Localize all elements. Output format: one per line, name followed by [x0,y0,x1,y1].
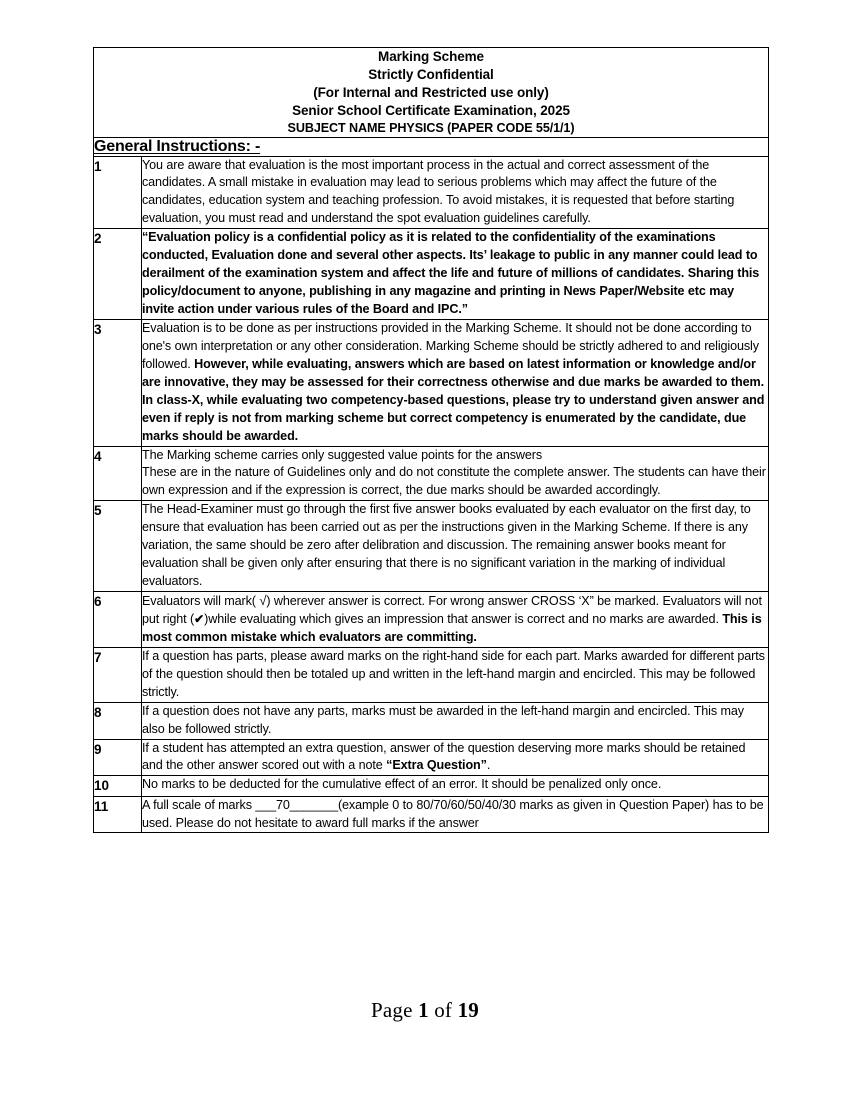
instruction-text-regular: If a student has attempted an extra question, answer of the question deserving more marks should be retained and the other answer scored out with a note [142,740,746,773]
instruction-number: 8 [94,702,142,739]
instruction-text: The Head-Examiner must go through the first five answer books evaluated by each evaluator on the first day, to ensure that evaluation has been carried out as per the instructions given in the Marking Scheme. If there is any variation, the same should be zero after delibration and discussion. The remaining answer books meant for evaluation shall be given only after ensuring that there is no significant variation in the marking of individual evaluators. [142,501,769,592]
instruction-text-bold: However, while evaluating, answers which are based on latest information or knowledge and/or are innovative, they may be assessed for their correctness otherwise and due marks be awarded to them. In class-X, while evaluating two competency-based questions, please try to understand given answer and even if reply is not from marking scheme but correct competency is enumerated by the candidate, due marks should be awarded. [142,356,765,443]
header-line-examination: Senior School Certificate Examination, 2025 [292,102,570,118]
instruction-number: 1 [94,156,142,229]
instruction-row-6 [94,592,769,648]
page-footer [0,998,850,1023]
instruction-text: If a question has parts, please award marks on the right-hand side for each part. Marks awarded for different parts of the question should then be totaled up and written in the left-hand margin and encircled. This may be followed strictly. [142,647,769,702]
instruction-text: A full scale of marks ___70_______(example 0 to 80/70/60/50/40/30 marks as given in Question Paper) has to be used. Please do not hesitate to award full marks if the answer [142,796,769,833]
instruction-text-regular: Evaluation is to be done as per instructions provided in the Marking Scheme. It should not be done according to one's own interpretation or any other consideration. Marking Scheme should be strictly adhered to and religiously followed. [142,320,759,371]
instruction-row-7 [94,647,769,702]
instruction-row-3 [94,319,769,446]
instruction-text-bold: “Extra Question” [386,758,487,773]
general-instructions-title: General Instructions: - [94,137,261,155]
header-line-internal-use: (For Internal and Restricted use only) [313,84,549,100]
heavy-check-icon: ✔ [194,611,205,626]
instruction-number: 4 [94,446,142,501]
header-line-subject-code: SUBJECT NAME PHYSICS (PAPER CODE 55/1/1) [287,120,575,135]
instruction-text: You are aware that evaluation is the most important process in the actual and correct assessment of the candidates. A small mistake in evaluation may lead to serious problems which may affect the future of the candidates, education system and teaching profession. To avoid mistakes, it is requested that before starting evaluation, you must read and understand the spot evaluation guidelines carefully. [142,156,769,229]
instruction-text-part3: )while evaluating which gives an impression that answer is correct and no marks are awarded. [204,611,723,626]
instruction-text: “Evaluation policy is a confidential policy as it is related to the confidentiality of the examinations conducted, Evaluation done and several other aspects. Its’ leakage to public in any manner could lead to derailment of the examination system and affect the life and future of millions of candidates. Sharing this policy/document to anyone, publishing in any magazine and printing in News Paper/Website etc may invite action under various rules of the Board and IPC.” [142,229,769,320]
instruction-text-line1: The Marking scheme carries only suggested value points for the answers [142,447,542,462]
instruction-number: 5 [94,501,142,592]
instruction-number: 9 [94,739,142,776]
radical-check-icon: √ [259,593,267,609]
marking-scheme-table [93,47,769,833]
footer-page-number: 1 [418,998,429,1022]
instruction-text-line2: These are in the nature of Guidelines only and do not constitute the complete answer. The students can have their own expression and if the expression is correct, the due marks should be awarded accordingly. [142,465,766,498]
instruction-number: 6 [94,592,142,648]
instruction-text: No marks to be deducted for the cumulative effect of an error. It should be penalized only once. [142,776,769,796]
section-title-row [94,137,769,156]
instruction-text-tail: . [486,758,491,773]
instruction-text [142,592,769,648]
instruction-number: 2 [94,229,142,320]
header-line-marking-scheme: Marking Scheme [378,49,484,64]
header-row [94,48,769,138]
instruction-text [142,319,769,446]
footer-prefix: Page [371,998,419,1022]
instruction-number: 3 [94,319,142,446]
instruction-row-2 [94,229,769,320]
instruction-number: 7 [94,647,142,702]
instruction-row-11 [94,796,769,833]
header-line-strictly-confidential: Strictly Confidential [368,66,494,82]
general-instructions-cell [94,137,769,156]
instruction-text [142,446,769,501]
footer-total-pages: 19 [457,998,479,1022]
instruction-row-8 [94,702,769,739]
instruction-text: If a question does not have any parts, marks must be awarded in the left-hand margin and encircled. This may also be followed strictly. [142,702,769,739]
instruction-text-part2: ) wherever answer is correct. For wrong answer CROSS ‘X” be marked. Evaluators will not put right ( [142,594,762,626]
instruction-text-bold: This is most common mistake which evaluators are committing. [142,611,762,644]
instruction-number: 11 [94,796,142,833]
instruction-row-5 [94,501,769,592]
footer-middle: of [428,998,458,1022]
instruction-number: 10 [94,776,142,796]
instruction-row-10 [94,776,769,796]
instruction-text [142,739,769,776]
instruction-row-4 [94,446,769,501]
instruction-row-1 [94,156,769,229]
document-header [94,48,769,138]
instruction-row-9 [94,739,769,776]
instruction-text-part1: Evaluators will mark( [142,594,260,609]
